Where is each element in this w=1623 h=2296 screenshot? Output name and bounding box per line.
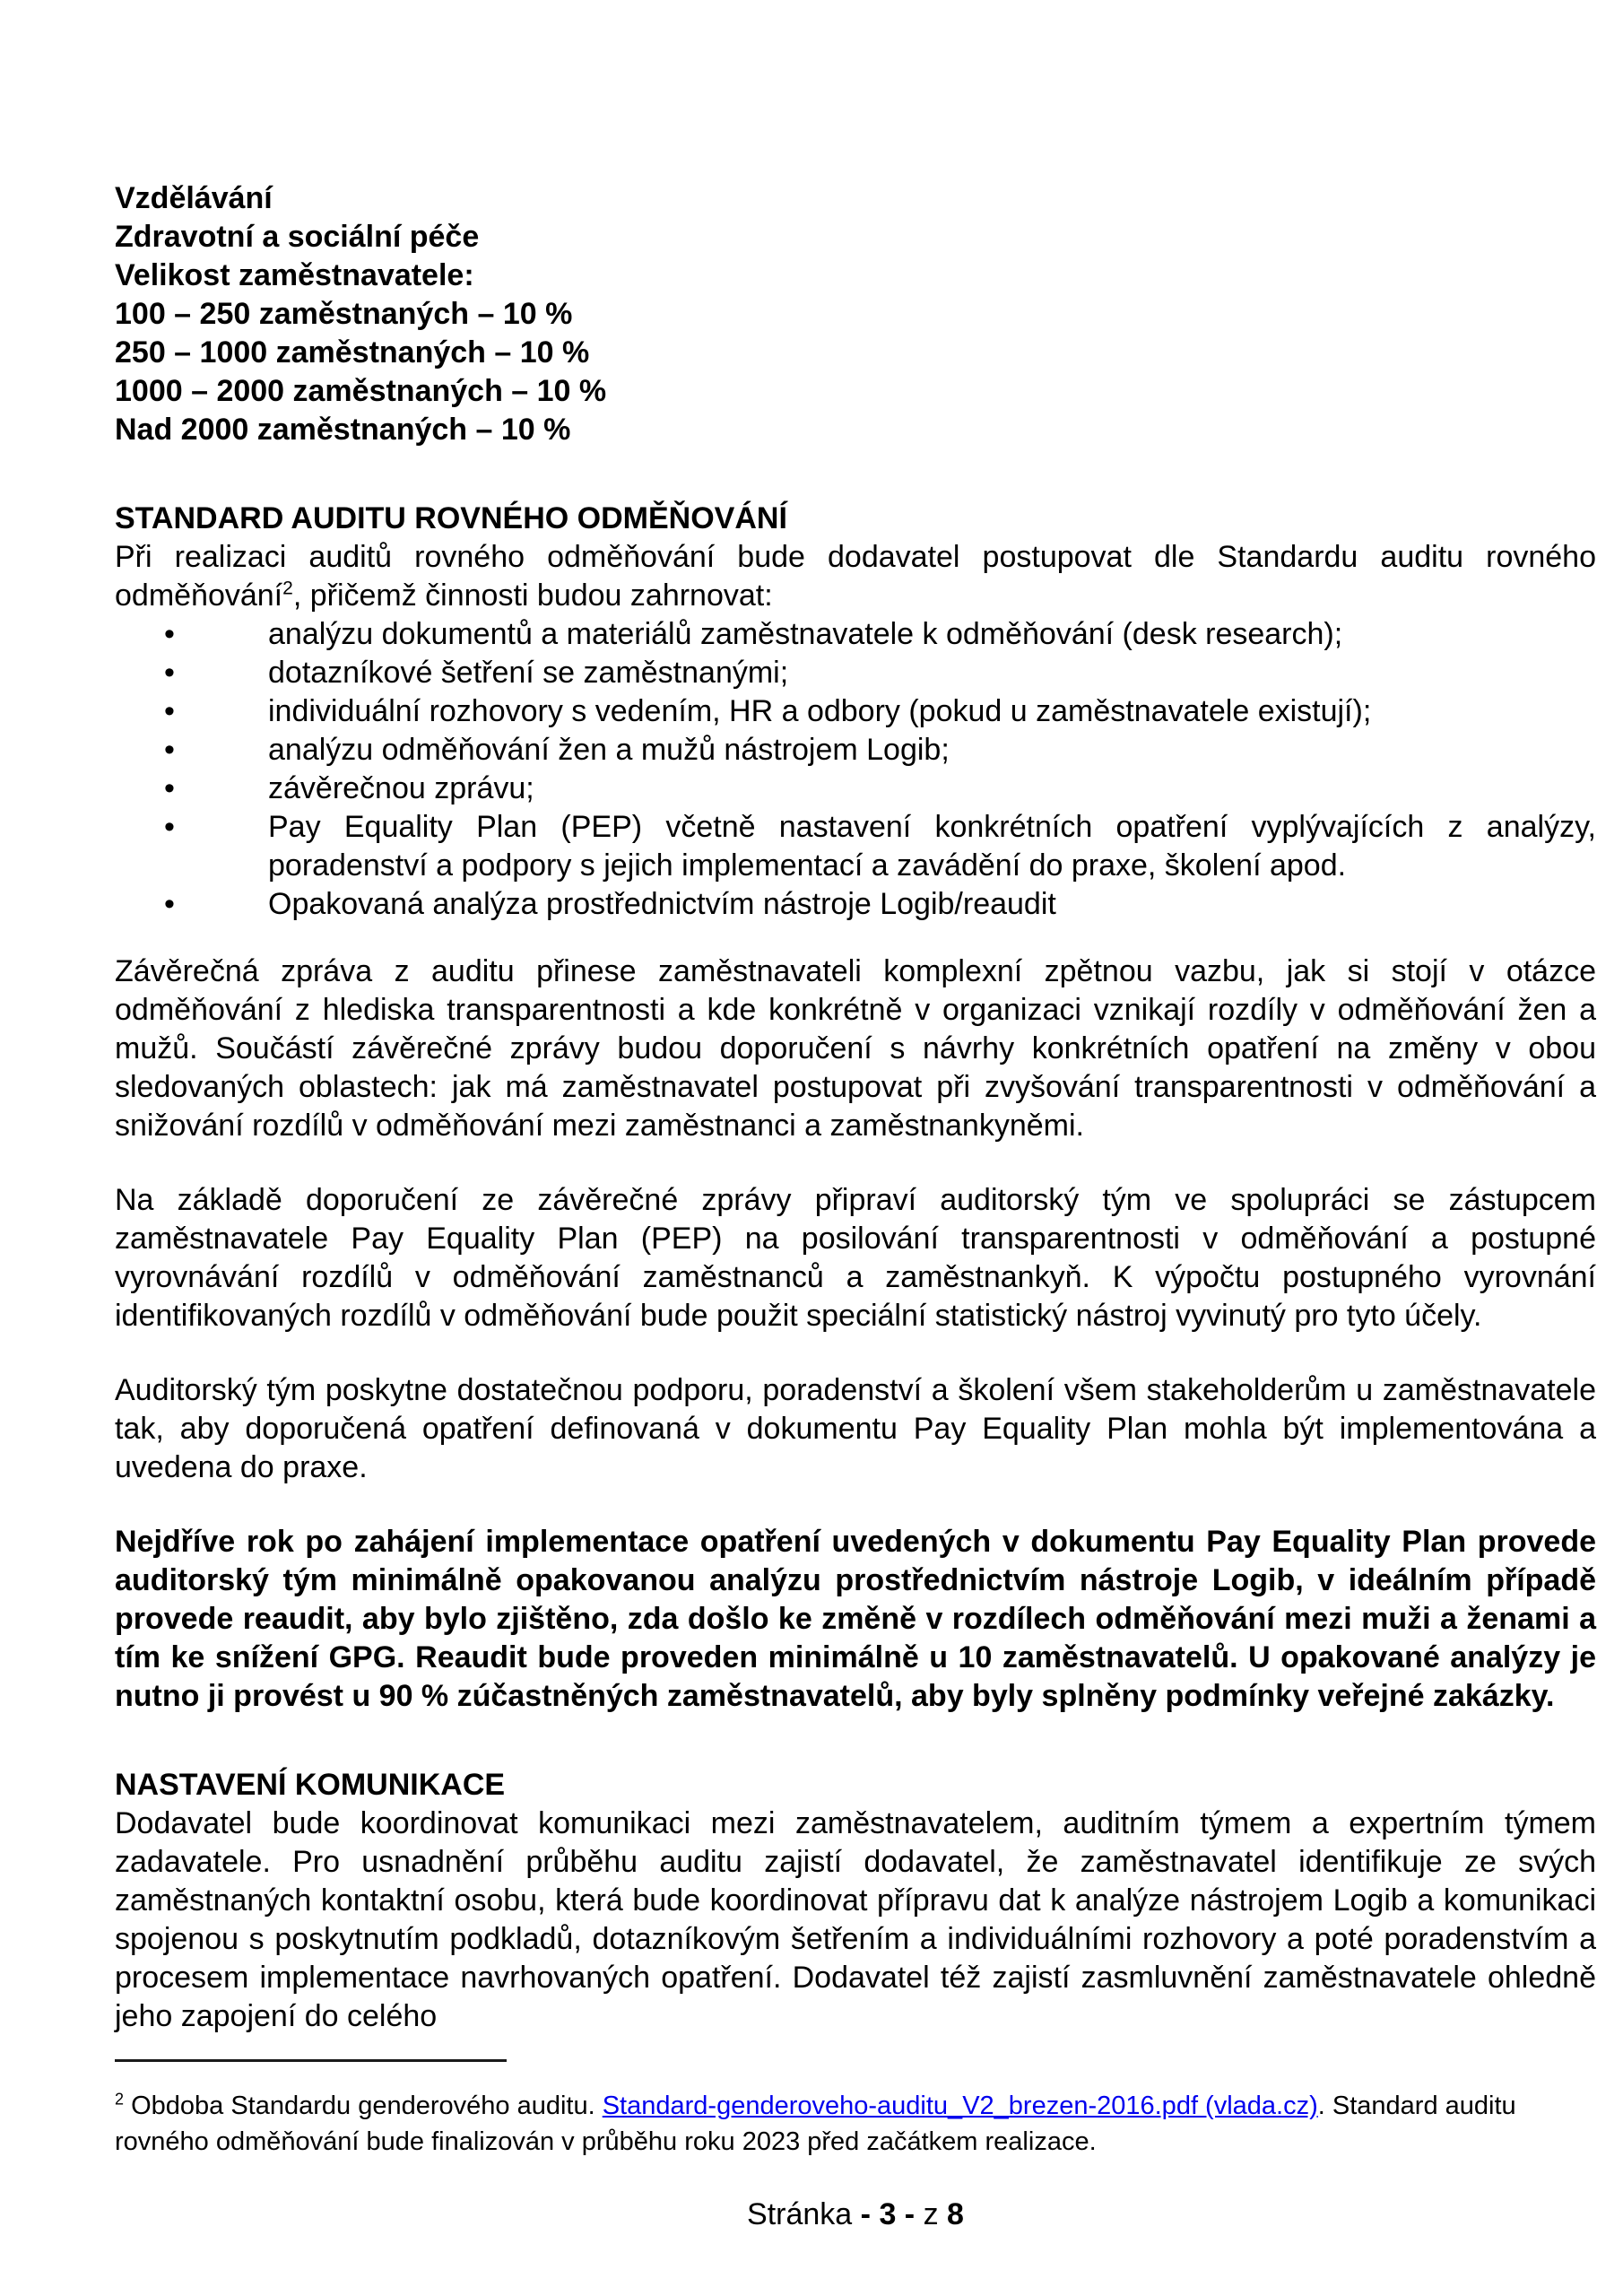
- footer-of-label: z: [923, 2197, 948, 2231]
- paragraph-standard-intro: [115, 538, 1596, 615]
- criteria-line-size-100-250: 100 – 250 zaměstnaných – 10 %: [115, 297, 573, 331]
- criteria-line-size-1000-2000: 1000 – 2000 zaměstnaných – 10 %: [115, 374, 607, 408]
- footer-page-number: - 3 -: [860, 2197, 924, 2231]
- footnote-marker-2: 2: [115, 2090, 125, 2109]
- document-content: [115, 179, 1596, 2160]
- footer-prefix: Stránka: [747, 2197, 861, 2231]
- footnote-reference-2: 2: [282, 578, 293, 599]
- footer-total-pages: 8: [947, 2197, 964, 2231]
- list-item-pep-plan: • Pay Equality Plan (PEP) včetně nastavení konkrétních opatření vyplývajících z analýzy, poradenství a podpory s jejich implementací a zavádění do praxe, školení apod.: [115, 808, 1596, 885]
- criteria-line-employer-size: Velikost zaměstnavatele:: [115, 258, 474, 292]
- paragraph-final-report: Závěrečná zpráva z auditu přinese zaměstnavateli komplexní zpětnou vazbu, jak si stojí v otázce odměňování z hlediska transparentnosti a kde konkrétně v organizaci vznikají rozdíly v odměňování žen a mužů. Součástí závěrečné zprávy budou doporučení s návrhy konkrétních opatření na změny v obou sledovaných oblastech: jak má zaměstnavatel postupovat při zvyšování transparentnosti v odměňování a snižování rozdílů v odměňování mezi zaměstnanci a zaměstnankyněmi.: [115, 954, 1596, 1143]
- employer-criteria-block: [115, 179, 1596, 449]
- criteria-line-healthcare: Zdravotní a sociální péče: [115, 220, 480, 254]
- footnote-separator: [115, 2059, 507, 2062]
- footnote-text: [115, 2088, 1596, 2160]
- criteria-line-size-over-2000: Nad 2000 zaměstnaných – 10 %: [115, 413, 571, 447]
- list-item-final-report: • závěrečnou zprávu;: [115, 770, 1596, 808]
- standard-intro-text: Při realizaci auditů rovného odměňování bude dodavatel postupovat dle Standardu auditu rovného odměňování: [115, 540, 1596, 613]
- standard-intro-text-after: , přičemž činnosti budou zahrnovat:: [292, 578, 773, 613]
- list-item-repeated-analysis: • Opakovaná analýza prostřednictvím nástroje Logib/reaudit: [115, 885, 1596, 924]
- footnote-link[interactable]: Standard-genderoveho-auditu_V2_brezen-2016.pdf (vlada.cz): [602, 2092, 1318, 2120]
- list-item-logib-analysis: • analýzu odměňování žen a mužů nástrojem Logib;: [115, 731, 1596, 770]
- heading-nastaveni-komunikace: NASTAVENÍ KOMUNIKACE: [115, 1768, 506, 1802]
- heading-standard-auditu: STANDARD AUDITU ROVNÉHO ODMĚŇOVÁNÍ: [115, 501, 787, 535]
- list-item-desk-research: • analýzu dokumentů a materiálů zaměstnavatele k odměňování (desk research);: [115, 615, 1596, 654]
- criteria-line-size-250-1000: 250 – 1000 zaměstnaných – 10 %: [115, 335, 590, 370]
- paragraph-pep-preparation: Na základě doporučení ze závěrečné zprávy připraví auditorský tým ve spolupráci se zástupcem zaměstnavatele Pay Equality Plan (PEP) na posilování transparentnosti v odměňování a postupné vyrovnávání rozdílů v odměňování zaměstnanců a zaměstnankyň. K výpočtu postupného vyrovnání identifikovaných rozdílů v odměňování bude použit speciální statistický nástroj vyvinutý pro tyto účely.: [115, 1183, 1596, 1333]
- paragraph-reaudit-requirement: Nejdříve rok po zahájení implementace opatření uvedených v dokumentu Pay Equality Plan provede auditorský tým minimálně opakovanou analýzu prostřednictvím nástroje Logib, v ideálním případě provede reaudit, aby bylo zjištěno, zda došlo ke změně v rozdílech odměňování mezi muži a ženami a tím ke snížení GPG. Reaudit bude proveden minimálně u 10 zaměstnavatelů. U opakované analýzy je nutno ji provést u 90 % zúčastněných zaměstnavatelů, aby byly splněny podmínky veřejné zakázky.: [115, 1525, 1596, 1713]
- page-footer: [115, 2196, 1596, 2234]
- paragraph-communication: Dodavatel bude koordinovat komunikaci mezi zaměstnavatelem, auditním týmem a expertním týmem zadavatele. Pro usnadnění průběhu auditu zajistí dodavatel, že zaměstnavatel identifikuje ze svých zaměstnaných kontaktní osobu, která bude koordinovat přípravu dat k analýze nástrojem Logib a komunikaci spojenou s poskytnutím podkladů, dotazníkovým šetřením a individuálními rozhovory a poté poradenstvím a procesem implementace navrhovaných opatření. Dodavatel též zajistí zasmluvnění zaměstnavatele ohledně jeho zapojení do celého: [115, 1806, 1596, 2033]
- criteria-line-education: Vzdělávání: [115, 181, 273, 215]
- audit-activities-list: [115, 615, 1596, 924]
- list-item-interviews: • individuální rozhovory s vedením, HR a odbory (pokud u zaměstnavatele existují);: [115, 692, 1596, 731]
- footnote-text-after-link: . Standard auditu rovného odměňování bude finalizován v průběhu roku 2023 před začátkem realizace.: [115, 2092, 1516, 2156]
- paragraph-audit-team-support: Auditorský tým poskytne dostatečnou podporu, poradenství a školení všem stakeholderům u zaměstnavatele tak, aby doporučená opatření definovaná v dokumentu Pay Equality Plan mohla být implementována a uvedena do praxe.: [115, 1373, 1596, 1484]
- list-item-questionnaire: • dotazníkové šetření se zaměstnanými;: [115, 654, 1596, 692]
- footnote-text-before-link: Obdoba Standardu genderového auditu.: [124, 2092, 603, 2120]
